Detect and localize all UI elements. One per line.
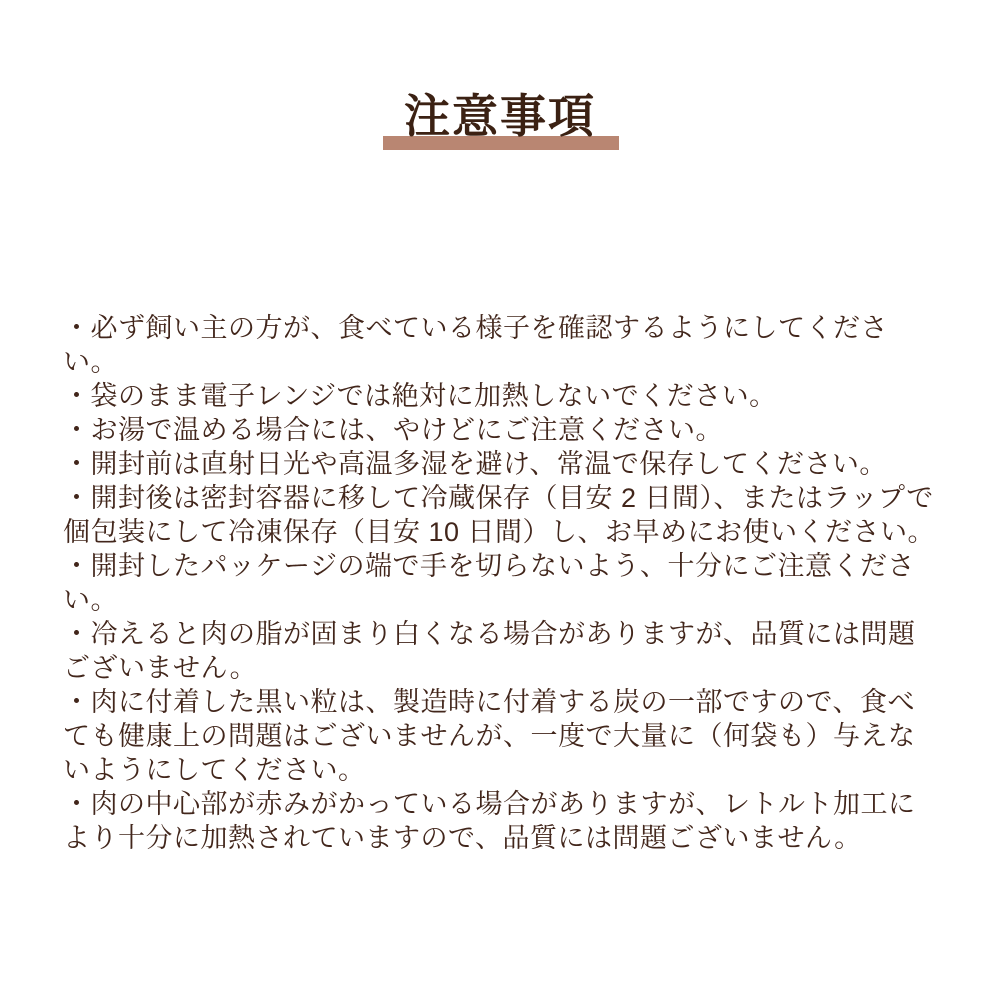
note-item: ・開封前は直射日光や高温多湿を避け、常温で保存してください。 bbox=[63, 448, 887, 479]
note-item: ・お湯で温める場合には、やけどにご注意ください。 bbox=[63, 414, 723, 445]
title-wrap bbox=[404, 92, 596, 143]
page-title: 注意事項 bbox=[404, 91, 596, 142]
note-item: ・肉に付着した黒い粒は、製造時に付着する炭の一部ですので、食べても健康上の問題はございませんが、一度で大量に（何袋も）与えないようにしてください。 bbox=[63, 686, 916, 785]
note-item: ・袋のまま電子レンジでは絶対に加熱しないでください。 bbox=[63, 380, 777, 411]
note-item: ・肉の中心部が赤みがかっている場合がありますが、レトルト加工により十分に加熱されていますので、品質には問題ございません。 bbox=[63, 788, 916, 853]
precaution-list bbox=[63, 311, 940, 855]
title-row bbox=[0, 92, 1000, 143]
note-item: ・必ず飼い主の方が、食べている様子を確認するようにしてください。 bbox=[63, 312, 888, 377]
note-item: ・冷えると肉の脂が固まり白くなる場合がありますが、品質には問題ございません。 bbox=[63, 618, 916, 683]
note-item: ・開封したパッケージの端で手を切らないよう、十分にご注意ください。 bbox=[63, 550, 915, 615]
note-item: ・開封後は密封容器に移して冷蔵保存（目安 2 日間）、またはラップで個包装にして冷凍保存（目安 10 日間）し、お早めにお使いください。 bbox=[63, 482, 936, 547]
